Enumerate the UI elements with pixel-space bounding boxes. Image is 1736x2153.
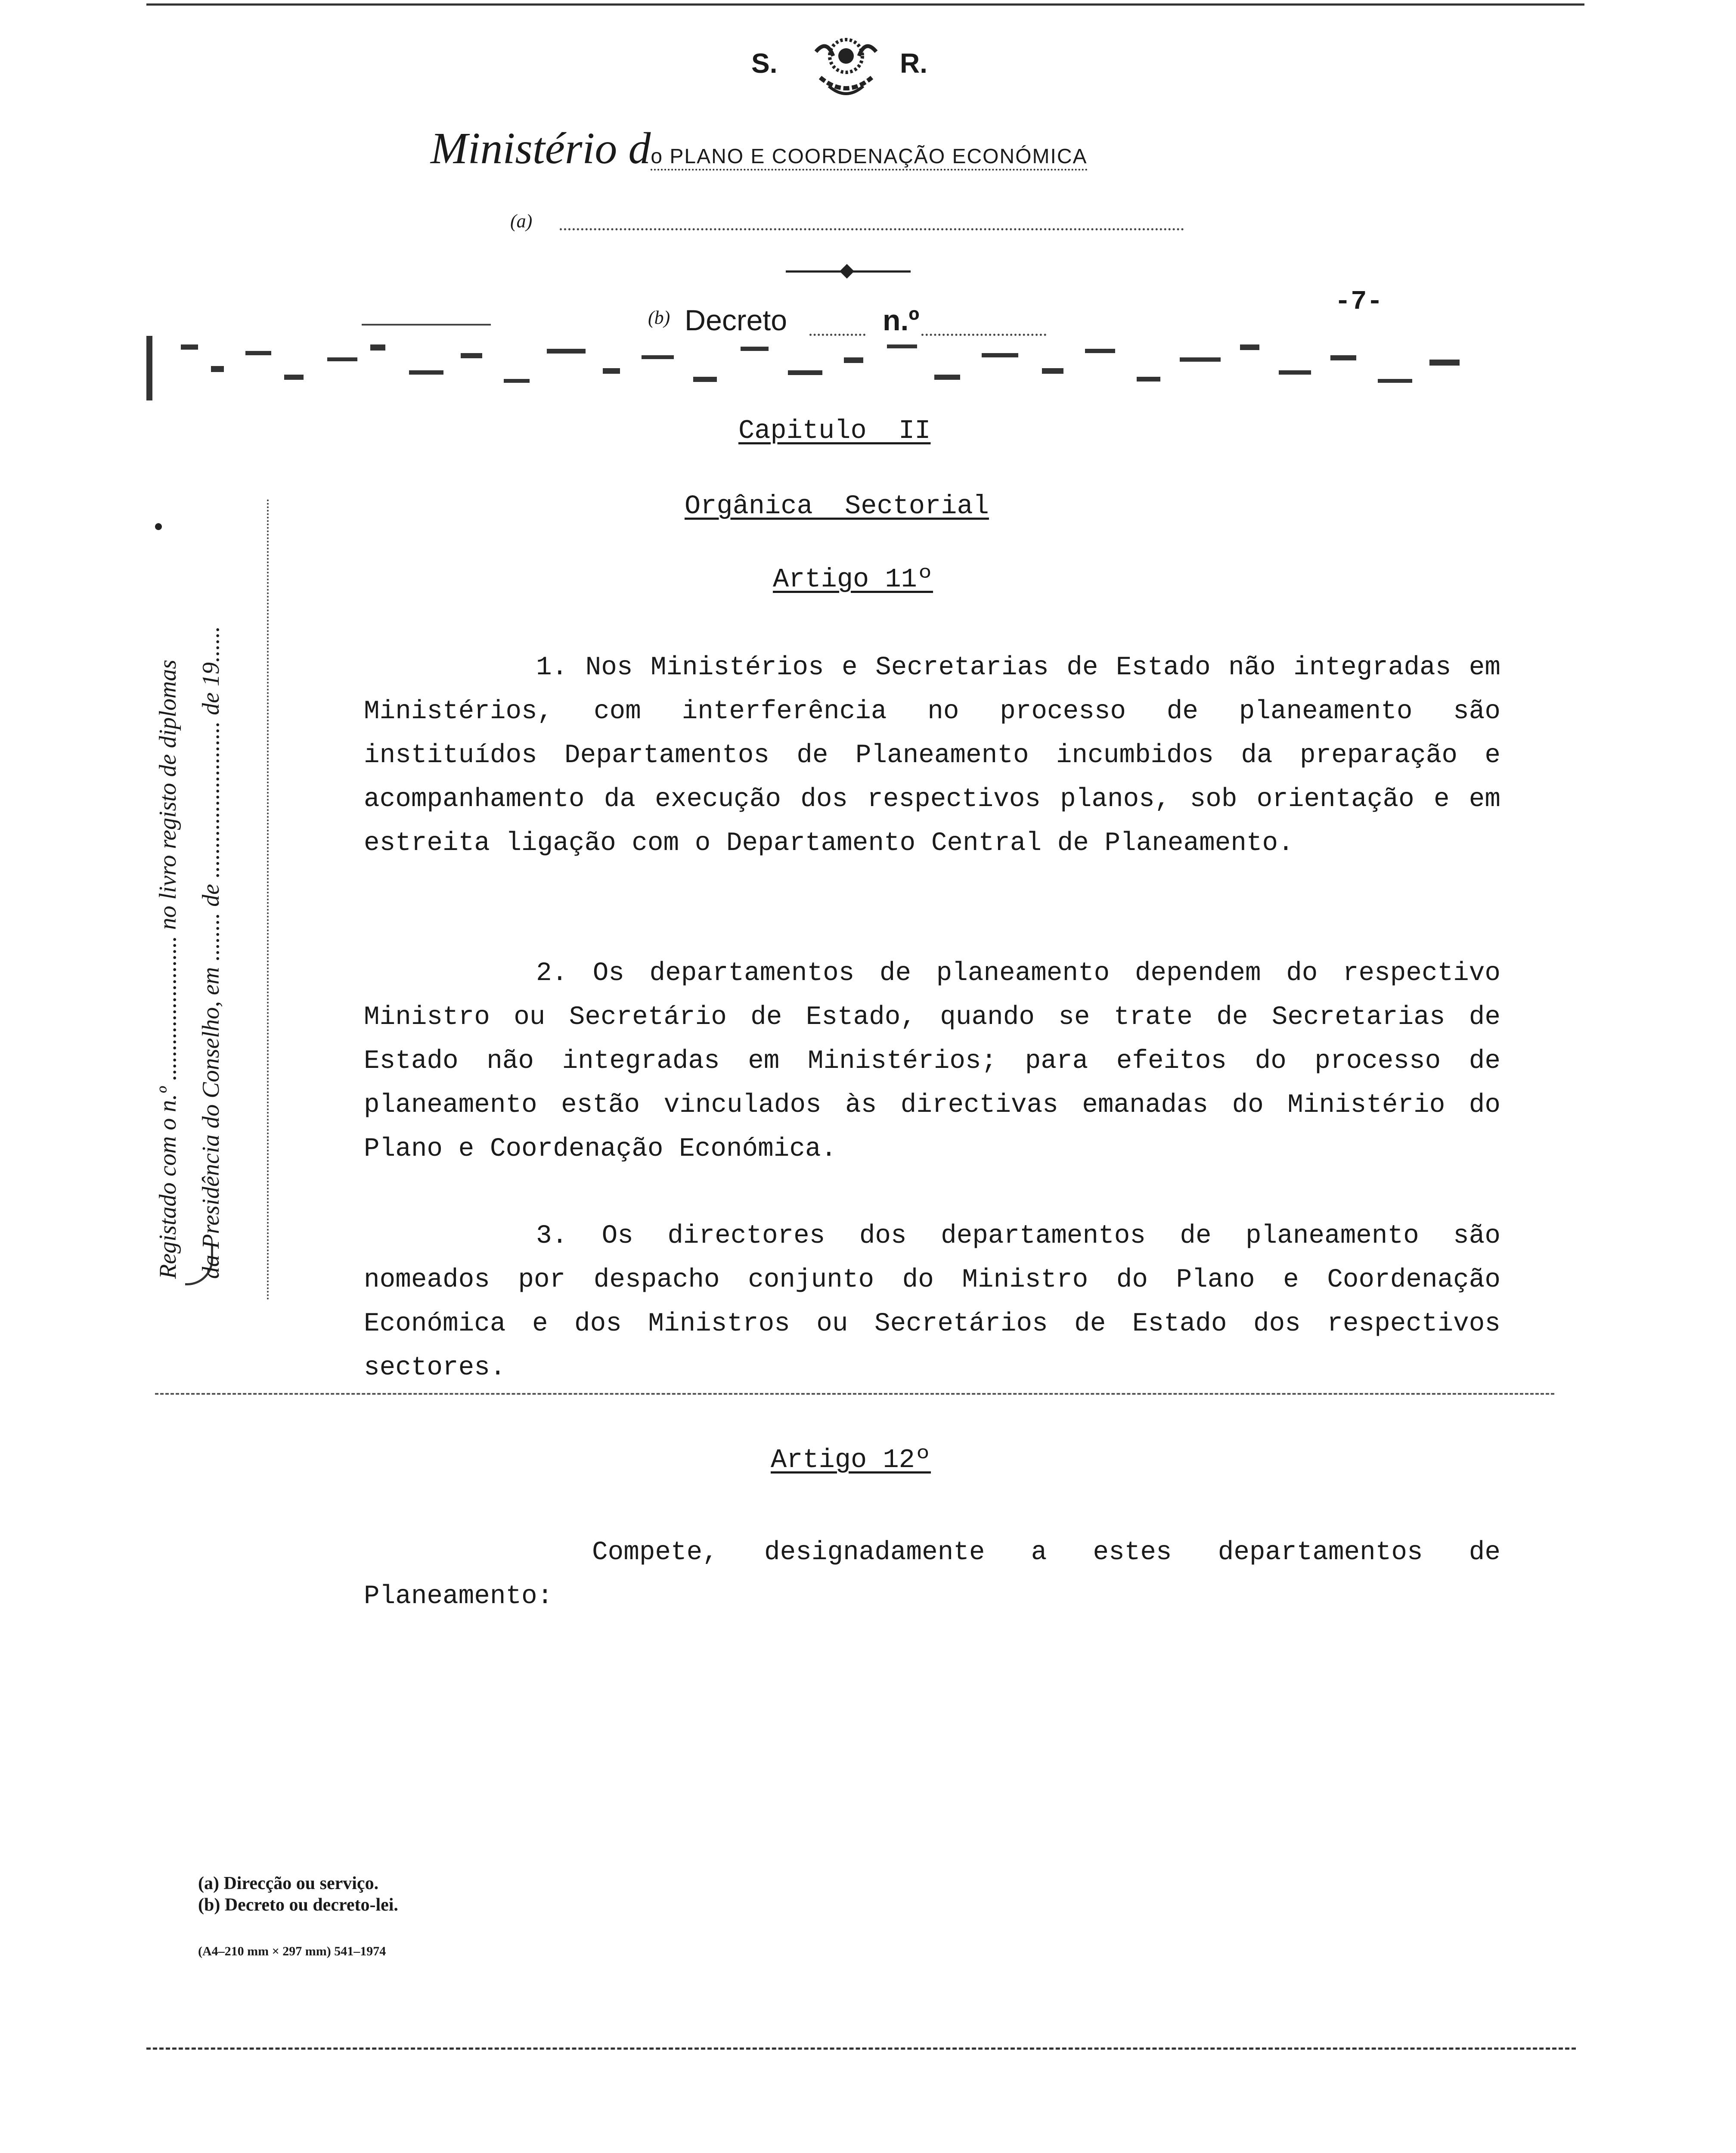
print-info: (A4–210 mm × 297 mm) 541–1974 xyxy=(198,1944,386,1958)
article-12-heading: Artigo 12º xyxy=(771,1445,931,1475)
bottom-border-line xyxy=(146,2048,1576,2050)
footnote-a: (a) Direcção ou serviço. xyxy=(198,1874,379,1893)
decreto-label: Decreto xyxy=(685,304,787,337)
article-11-heading: Artigo 11º xyxy=(773,564,933,595)
paragraph-1: 1. Nos Ministérios e Secretarias de Estado não integradas em Ministérios, com interferência no processo de planeamento são instituídos Departamentos de Planeamento incumbidos da preparação e acompanhamento da execução dos respectivos planos, sob orientação e em estreita ligação com o Departamento Central de Planeamento. xyxy=(364,653,1500,858)
ministerio-line xyxy=(431,123,1088,174)
line-a-dotted-field xyxy=(560,228,1184,230)
numero-label: n.º xyxy=(883,304,920,337)
section-heading: Orgânica Sectorial xyxy=(685,491,989,521)
line-a-marker: (a) xyxy=(510,211,533,232)
margin-line-1: Registado com o n.º ........................ no livro xyxy=(155,849,181,1279)
decreto-marker: (b) xyxy=(648,307,670,328)
section-separator xyxy=(155,1393,1554,1395)
paragraph-3: 3. Os directores dos departamentos de planeamento são nomeados por despacho conjunto do Ministro do Plano e Coordenação Económica e dos Ministros ou Secretários de Estado dos respectivos sectores. xyxy=(364,1221,1500,1383)
chapter-heading: Capitulo II xyxy=(738,416,931,446)
header-r-letter: R. xyxy=(900,48,927,79)
coat-of-arms-emblem xyxy=(807,30,885,103)
margin-line-2: da Presidência do Conselho, em ........ de .......................... de 19...... xyxy=(198,626,224,1279)
ministerio-name: o PLANO E COORDENAÇÃO ECONÓMICA xyxy=(651,145,1087,171)
page-number: -7- xyxy=(1335,286,1383,317)
scan-noise-band xyxy=(146,319,1485,405)
header-s-letter: S. xyxy=(751,48,778,79)
paragraph-4: Compete, designadamente a estes departamentos de Planeamento: xyxy=(364,1538,1500,1611)
footnote-b: (b) Decreto ou decreto-lei. xyxy=(198,1895,398,1915)
top-border-line xyxy=(146,3,1584,6)
margin-bracket-line xyxy=(267,499,269,1300)
diamond-icon xyxy=(840,264,854,279)
ministerio-prefix: Ministério d xyxy=(431,124,651,173)
margin-line-1-end: registo de diplomas xyxy=(155,659,181,849)
paragraph-2: 2. Os departamentos de planeamento dependem do respectivo Ministro ou Secretário de Estado, quando se trate de Secretarias de Estado não integradas em Ministérios; para efeitos do processo de planeamento estão vinculados às directivas emanadas do Ministério do Plano e Coordenação Económica. xyxy=(364,959,1500,1164)
margin-registration-text xyxy=(146,504,241,1279)
